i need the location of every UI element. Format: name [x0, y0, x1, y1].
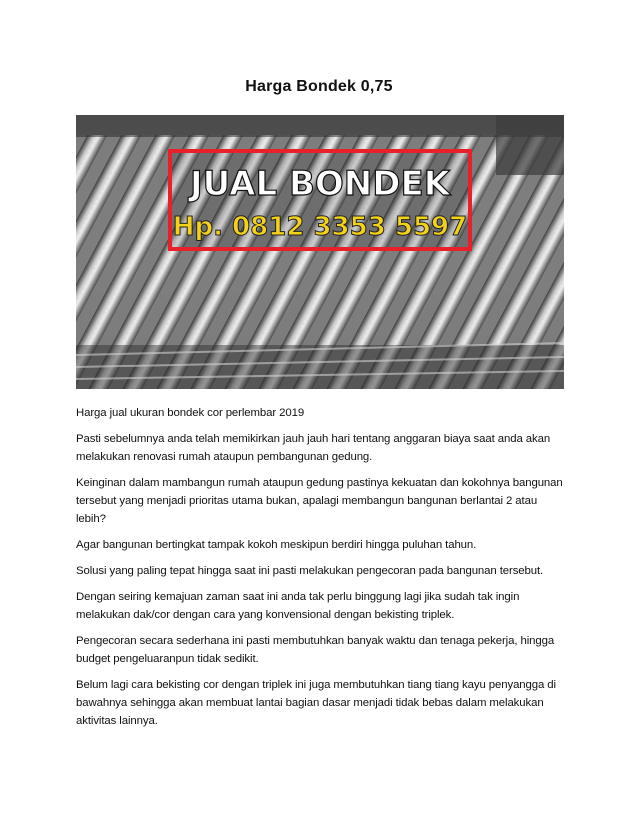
banner-line-2: Hp. 0812 3353 5597 [172, 212, 468, 242]
page-title: Harga Bondek 0,75 [245, 78, 393, 95]
paragraph: Belum lagi cara bekisting cor dengan triplek ini juga membutuhkan tiang tiang kayu penyangga di bawahnya sehingga akan membuat lantai bagian dasar menjadi tidak bebas dalam melakukan aktivitas lainnya. [76, 679, 556, 727]
paragraph: Dengan seiring kemajuan zaman saat ini anda tak perlu binggung lagi jika sudah tak ingin melakukan dak/cor dengan cara yang konvensional dengan bekisting triplek. [76, 591, 520, 621]
paragraph: Pengecoran secara sederhana ini pasti membutuhkan banyak waktu dan tenaga pekerja, hingga budget pengeluaranpun tidak sedikit. [76, 635, 555, 665]
paragraph: Keinginan dalam mambangun rumah ataupun gedung pastinya kekuatan dan kokohnya bangunan tersebut yang menjadi prioritas utama bukan, apalagi membangun bangunan berlantai 2 atau lebih? [76, 477, 563, 525]
bondek-photo [76, 115, 564, 389]
paragraph: Solusi yang paling tepat hingga saat ini pasti melakukan pengecoran pada bangunan tersebut. [76, 565, 544, 577]
banner-line-1: JUAL BONDEK [189, 164, 451, 204]
paragraph: Harga jual ukuran bondek cor perlembar 2019 [76, 407, 305, 419]
paragraph: Agar bangunan bertingkat tampak kokoh meskipun berdiri hingga puluhan tahun. [76, 539, 477, 551]
paragraph: Pasti sebelumnya anda telah memikirkan jauh jauh hari tentang anggaran biaya saat anda akan melakukan renovasi rumah ataupun pembangunan gedung. [76, 433, 551, 463]
article-body [76, 404, 568, 738]
